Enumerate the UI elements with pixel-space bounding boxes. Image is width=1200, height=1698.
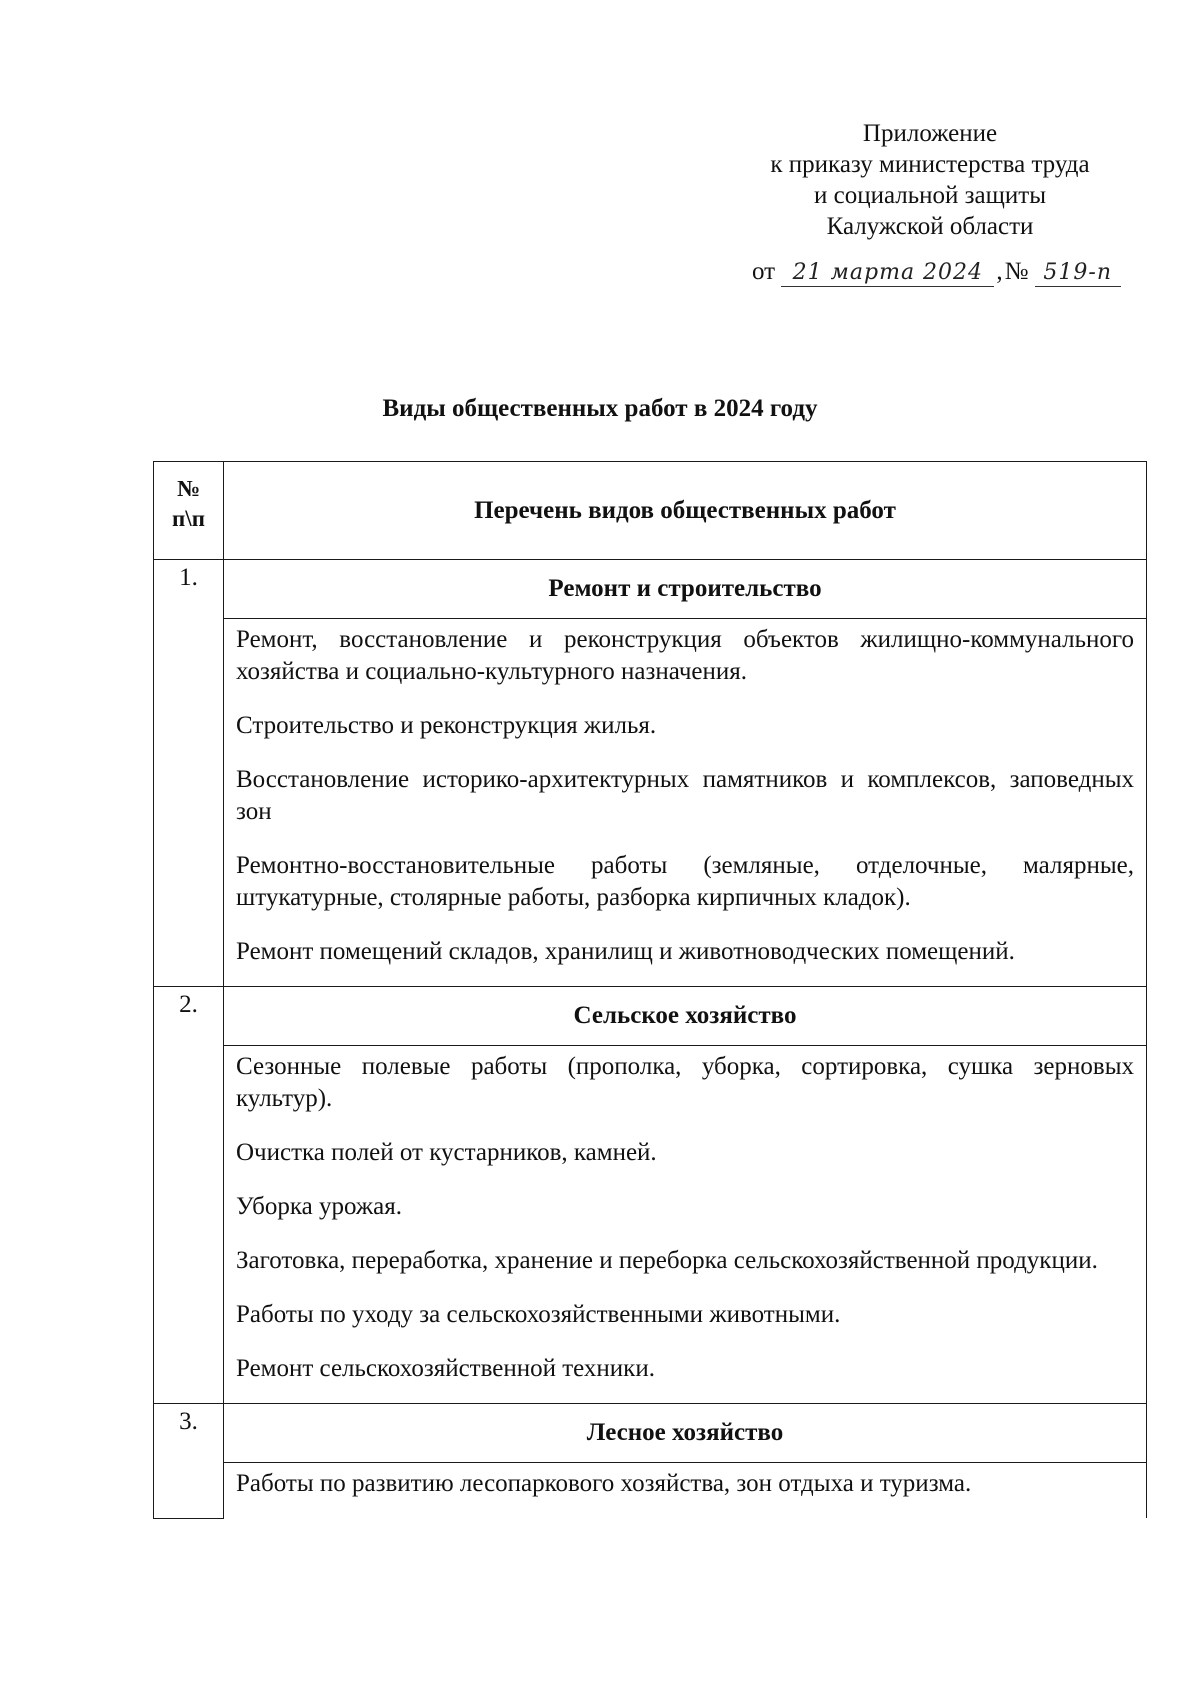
section-number: 1. <box>154 560 224 987</box>
section-title: Ремонт и строительство <box>224 560 1147 619</box>
work-item: Строительство и реконструкция жилья. <box>236 712 657 739</box>
work-item: Ремонт помещений складов, хранилищ и животноводческих помещений. <box>236 938 1015 965</box>
work-item: Очистка полей от кустарников, камней. <box>236 1139 657 1166</box>
section-number: 3. <box>154 1404 224 1519</box>
section-number: 2. <box>154 987 224 1404</box>
section-title-row <box>154 560 1147 619</box>
appendix-header <box>720 118 1140 242</box>
work-item: Ремонт, восстановление и реконструкция объектов жилищно-коммунального хозяйства и социально-культурного назначения. <box>236 626 1134 685</box>
section-title: Сельское хозяйство <box>224 987 1147 1046</box>
order-prefix: от <box>752 258 776 285</box>
work-item: Заготовка, переработка, хранение и переборка сельскохозяйственной продукции. <box>236 1247 1098 1274</box>
appendix-region: Калужской области <box>826 213 1034 240</box>
work-item: Уборка урожая. <box>236 1193 402 1220</box>
section-title-row <box>154 1404 1147 1463</box>
appendix-order-ref: к приказу министерства труда <box>770 151 1090 178</box>
order-number-handwritten: 519-п <box>1035 260 1121 287</box>
table-header-row <box>154 462 1147 560</box>
order-number-sign: № <box>1004 258 1029 285</box>
header-number-cell <box>154 462 224 560</box>
section-items <box>224 1463 1147 1519</box>
works-table-container <box>153 461 1146 1659</box>
document-title: Виды общественных работ в 2024 году <box>382 395 818 422</box>
works-table <box>153 461 1147 1519</box>
appendix-ministry: и социальной защиты <box>813 182 1046 209</box>
work-item: Работы по развитию лесопаркового хозяйства, зон отдыха и туризма. <box>236 1470 972 1497</box>
appendix-label: Приложение <box>862 120 998 147</box>
section-title-row <box>154 987 1147 1046</box>
order-comma: , <box>996 258 1003 285</box>
section-items-row <box>154 1046 1147 1404</box>
section-items <box>224 1046 1147 1404</box>
work-item: Восстановление историко-архитектурных памятников и комплексов, заповедных зон <box>236 766 1134 825</box>
header-number-label: п\п <box>172 506 205 531</box>
order-date-number <box>752 258 1121 287</box>
work-item: Ремонт сельскохозяйственной техники. <box>236 1355 655 1382</box>
section-items <box>224 619 1147 987</box>
header-list-title: Перечень видов общественных работ <box>224 462 1147 560</box>
header-number-sign: № <box>176 476 201 501</box>
work-item: Сезонные полевые работы (прополка, уборка, сортировка, сушка зерновых культур). <box>236 1053 1134 1112</box>
work-item: Работы по уходу за сельскохозяйственными животными. <box>236 1301 841 1328</box>
section-items-row <box>154 619 1147 987</box>
work-item: Ремонтно-восстановительные работы (земляные, отделочные, малярные, штукатурные, столярные работы, разборка кирпичных кладок). <box>236 852 1134 911</box>
order-date-handwritten: 21 марта 2024 <box>781 260 994 287</box>
section-title: Лесное хозяйство <box>224 1404 1147 1463</box>
section-items-row <box>154 1463 1147 1519</box>
